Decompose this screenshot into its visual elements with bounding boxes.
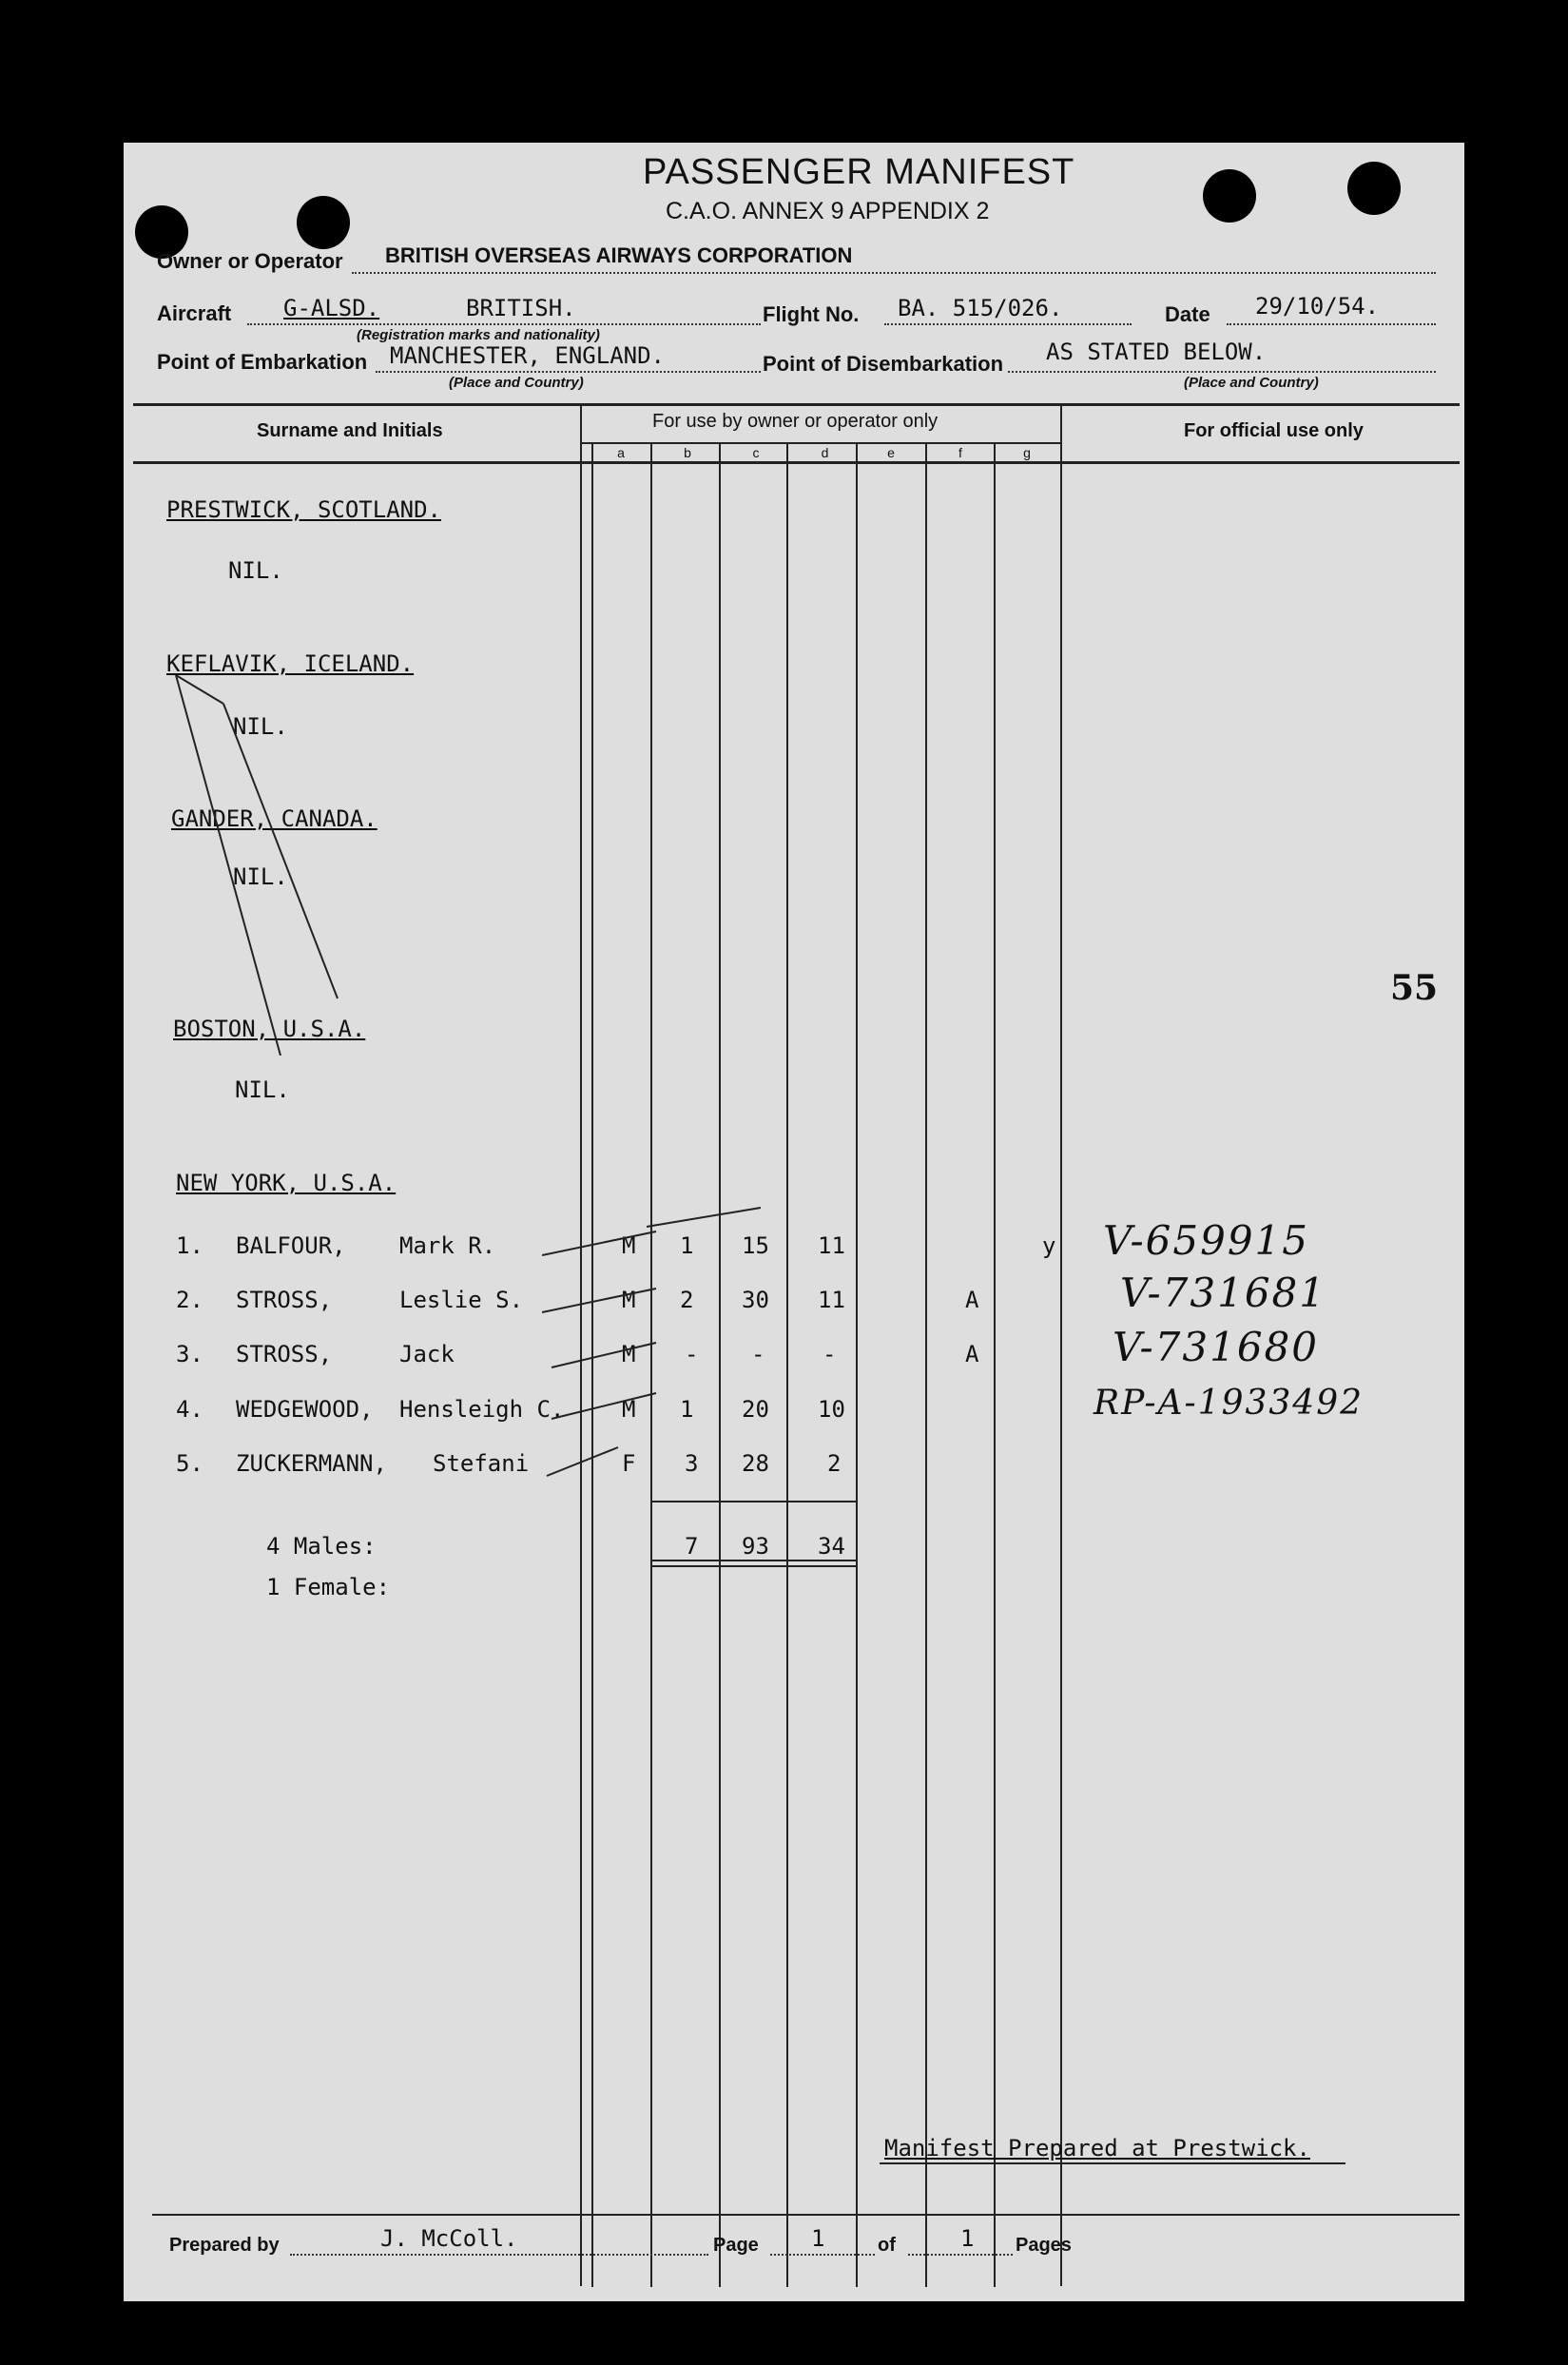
owner-dotted-line (352, 272, 1436, 274)
passenger-col-a: M (622, 1287, 636, 1313)
passenger-col-c: 30 (742, 1287, 769, 1313)
totals-males: 4 Males: (266, 1533, 377, 1560)
page-value: 1 (811, 2225, 825, 2252)
totals-col-d: 34 (818, 1533, 845, 1560)
of-label: of (878, 2235, 896, 2256)
passenger-surname: ZUCKERMANN, (236, 1450, 387, 1477)
official-handwritten-number: V-731680 (1113, 1324, 1319, 1370)
stop-note: NIL. (233, 713, 288, 740)
col-divider-right (1060, 403, 1062, 2286)
passenger-given-name: Hensleigh C. (399, 1396, 565, 1423)
stop-place: BOSTON, U.S.A. (173, 1016, 366, 1042)
passenger-given-name: Mark R. (399, 1232, 496, 1259)
punch-hole (297, 196, 350, 249)
prepared-by-label: Prepared by (169, 2235, 280, 2256)
passenger-col-a: M (622, 1341, 636, 1367)
date-dotted-line (1227, 323, 1436, 325)
prepared-note-underline (880, 2162, 1345, 2164)
date-label: Date (1165, 302, 1210, 326)
stop-place: GANDER, CANADA. (171, 805, 377, 832)
document-subtitle: C.A.O. ANNEX 9 APPENDIX 2 (666, 198, 990, 224)
passenger-col-a: M (622, 1396, 636, 1423)
totals-col-c: 93 (742, 1533, 769, 1560)
stop-place: NEW YORK, U.S.A. (176, 1170, 397, 1196)
passenger-given-name: Leslie S. (399, 1287, 524, 1313)
page-dotted-line (770, 2254, 875, 2256)
stop-note: NIL. (233, 863, 288, 890)
totals-females: 1 Female: (266, 1574, 391, 1600)
owner-use-header: For use by owner or operator only (652, 411, 939, 432)
stop-note: NIL. (235, 1076, 290, 1103)
pages-label: Pages (1016, 2235, 1072, 2256)
passenger-col-c: 15 (742, 1232, 769, 1259)
passenger-col-d: 2 (827, 1450, 842, 1477)
passenger-surname: WEDGEWOOD, (236, 1396, 374, 1423)
punch-hole (1347, 162, 1401, 215)
aircraft-nationality: BRITISH. (466, 295, 576, 321)
totals-top-line (650, 1501, 856, 1502)
passenger-col-f: A (965, 1287, 979, 1313)
passenger-col-b: 1 (680, 1232, 694, 1259)
disembarkation-dotted-line (1008, 371, 1436, 373)
passenger-col-b: - (685, 1341, 699, 1367)
col-header-e: e (887, 445, 895, 460)
col-header-d: d (821, 445, 829, 460)
flight-value: BA. 515/026. (898, 295, 1063, 321)
passenger-col-c: - (751, 1341, 765, 1367)
stop-place: KEFLAVIK, ICELAND. (166, 650, 415, 677)
passenger-col-d: 11 (818, 1232, 845, 1259)
table-top-border (133, 403, 1460, 406)
passenger-col-a: F (622, 1450, 636, 1477)
table-header-bottom-border (133, 461, 1460, 464)
passenger-col-c: 20 (742, 1396, 769, 1423)
passenger-col-c: 28 (742, 1450, 769, 1477)
passenger-number: 4. (176, 1396, 203, 1423)
passenger-col-a: M (622, 1232, 636, 1259)
side-number: 55 (1390, 968, 1439, 1008)
passenger-number: 1. (176, 1232, 203, 1259)
page-label: Page (713, 2235, 759, 2256)
date-value: 29/10/54. (1255, 293, 1380, 320)
of-value: 1 (960, 2225, 975, 2252)
stop-note: NIL. (228, 557, 283, 584)
col-header-a: a (617, 445, 625, 460)
name-tick-strokes (542, 1198, 789, 1502)
passenger-col-g: y (1042, 1232, 1056, 1259)
col-line (994, 442, 996, 2287)
embark-place-note: (Place and Country) (449, 375, 584, 391)
flight-dotted-line (884, 323, 1132, 325)
surname-header: Surname and Initials (257, 420, 443, 441)
official-handwritten-number: RP-A-1933492 (1094, 1384, 1365, 1423)
passenger-col-b: 2 (680, 1287, 694, 1313)
manifest-sheet (124, 143, 1464, 2301)
passenger-number: 3. (176, 1341, 203, 1367)
passenger-surname: STROSS, (236, 1287, 333, 1313)
official-handwritten-number: V-659915 (1103, 1217, 1309, 1264)
owner-value: BRITISH OVERSEAS AIRWAYS CORPORATION (385, 243, 853, 267)
col-header-c: c (752, 445, 760, 460)
col-line (856, 442, 858, 2287)
prepared-by-dotted-line (290, 2254, 708, 2256)
disembark-place-note: (Place and Country) (1184, 375, 1319, 391)
footer-top-line (152, 2214, 1460, 2216)
passenger-given-name: Stefani (433, 1450, 530, 1477)
flight-label: Flight No. (763, 302, 860, 326)
passenger-col-b: 1 (680, 1396, 694, 1423)
passenger-surname: STROSS, (236, 1341, 333, 1367)
passenger-col-f: A (965, 1341, 979, 1367)
disembarkation-value: AS STATED BELOW. (1046, 339, 1267, 365)
of-dotted-line (908, 2254, 1013, 2256)
passenger-col-d: 10 (818, 1396, 845, 1423)
embarkation-label: Point of Embarkation (157, 350, 368, 374)
prepared-by-value: J. McColl. (380, 2225, 518, 2252)
punch-hole (1203, 169, 1256, 223)
stop-place: PRESTWICK, SCOTLAND. (166, 496, 441, 523)
col-header-g: g (1023, 445, 1031, 460)
passenger-surname: BALFOUR, (236, 1232, 346, 1259)
totals-right-line (856, 1501, 858, 1567)
disembarkation-label: Point of Disembarkation (763, 352, 1004, 376)
passenger-given-name: Jack (399, 1341, 455, 1367)
col-header-b: b (684, 445, 691, 460)
cancellation-strokes (171, 675, 361, 1056)
totals-col-b: 7 (685, 1533, 699, 1560)
aircraft-label: Aircraft (157, 301, 232, 325)
registration-note: (Registration marks and nationality) (357, 327, 600, 343)
totals-bottom-line-2 (650, 1565, 856, 1567)
owner-label: Owner or Operator (157, 249, 343, 273)
embarkation-dotted-line (376, 371, 761, 373)
col-header-f: f (958, 445, 962, 460)
col-line (925, 442, 927, 2287)
aircraft-registration: G-ALSD. (283, 295, 380, 321)
aircraft-dotted-line (247, 323, 761, 325)
document-title: PASSENGER MANIFEST (643, 152, 1075, 192)
passenger-col-b: 3 (685, 1450, 699, 1477)
prepared-at-note: Manifest Prepared at Prestwick. (884, 2135, 1310, 2161)
passenger-col-d: 11 (818, 1287, 845, 1313)
official-use-header: For official use only (1184, 420, 1364, 441)
embarkation-value: MANCHESTER, ENGLAND. (390, 342, 665, 369)
totals-bottom-line (650, 1560, 856, 1561)
passenger-col-d: - (823, 1341, 837, 1367)
passenger-number: 5. (176, 1450, 203, 1477)
passenger-number: 2. (176, 1287, 203, 1313)
official-handwritten-number: V-731681 (1120, 1270, 1326, 1316)
